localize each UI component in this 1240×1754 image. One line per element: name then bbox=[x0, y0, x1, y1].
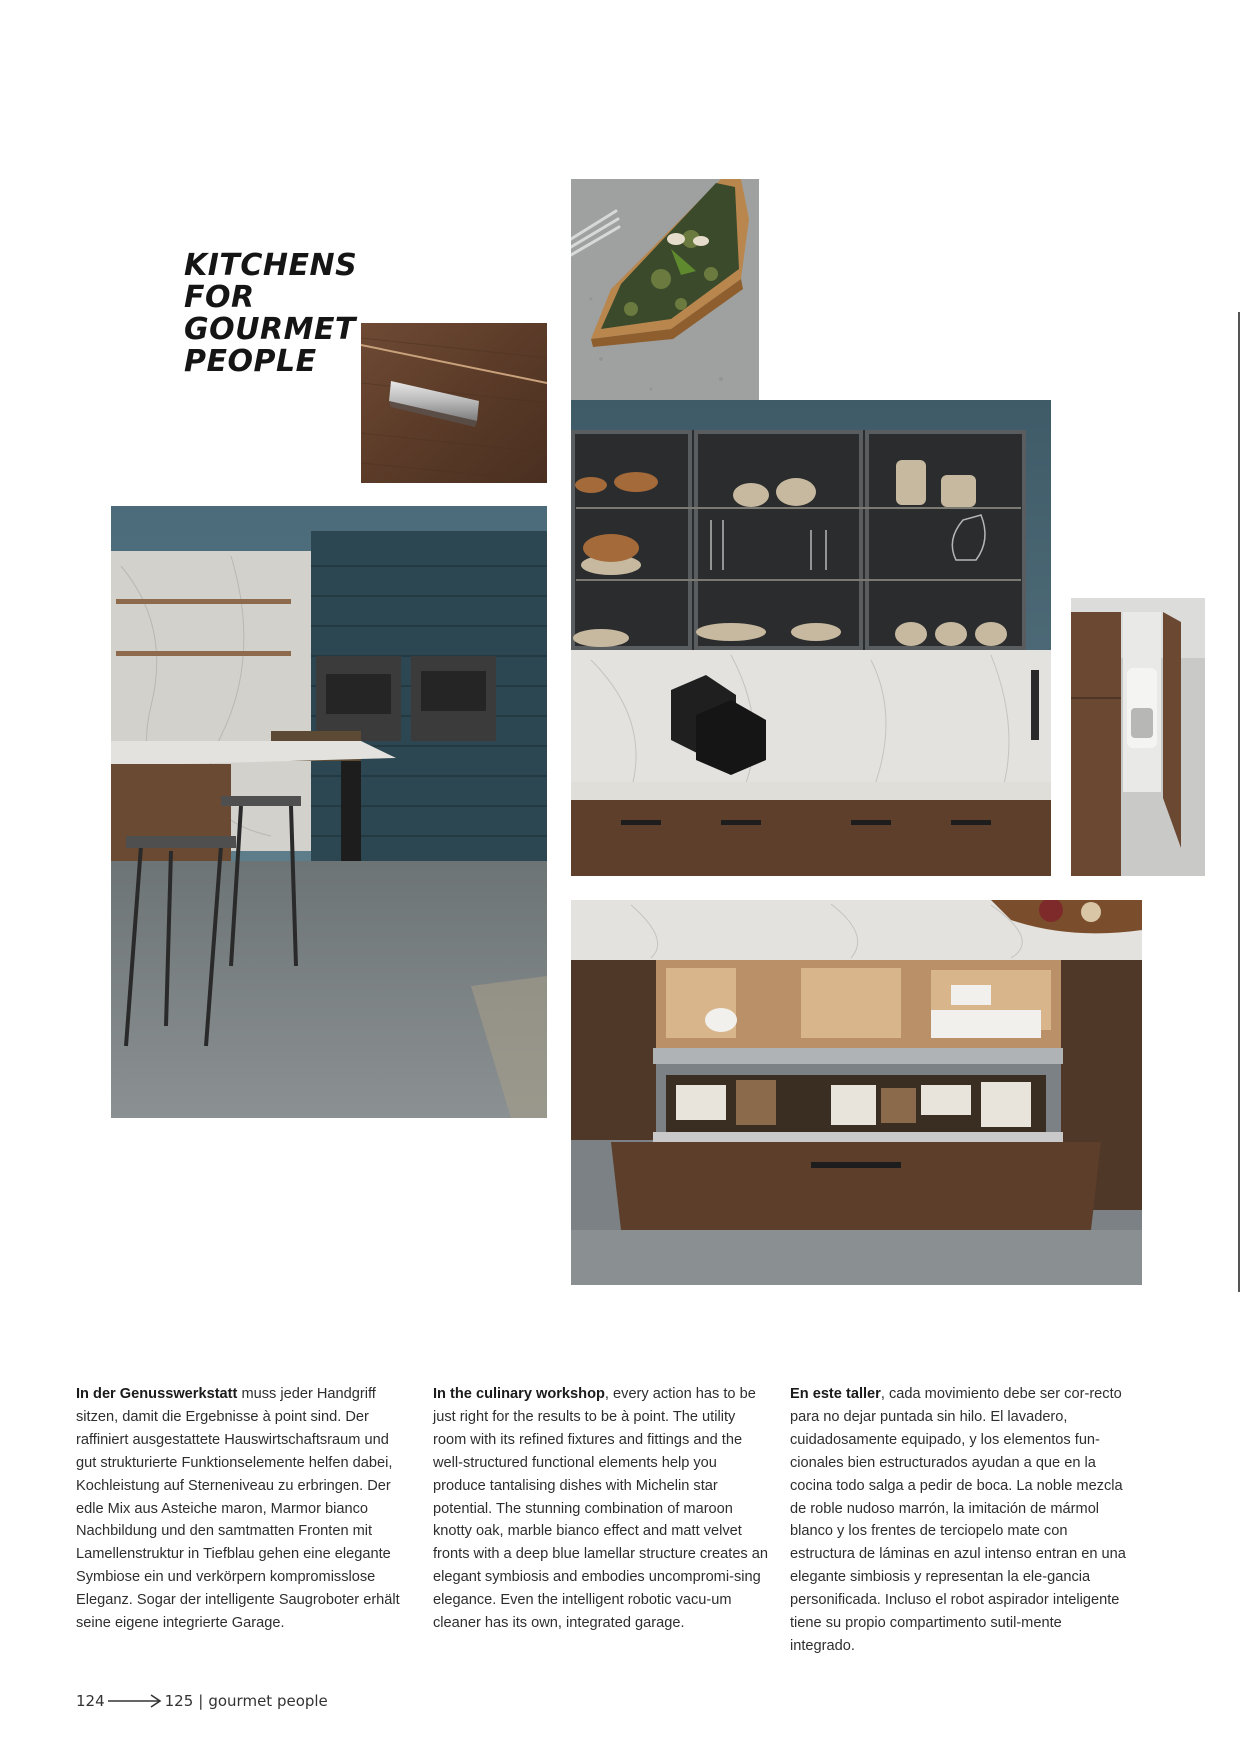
footer-section-title: gourmet people bbox=[208, 1692, 328, 1710]
page-footer bbox=[76, 1692, 328, 1710]
heading-line-2: FOR bbox=[184, 280, 255, 315]
text-column-spanish bbox=[790, 1383, 1126, 1658]
heading-line-4: PEOPLE bbox=[184, 344, 317, 379]
footer-separator: | bbox=[198, 1692, 204, 1710]
column-body: muss jeder Handgriff sitzen, damit die Ergebnisse à point sind. Der raffiniert ausgestattete Hauswirtschaftsraum und gut strukturierte Funktionselemente helfen dabei, Kochleistung auf Sterneniveau zu erbringen. Der edle Mix aus Asteiche maron, Marmor bianco Nachbildung und den samtmatten Fronten mit Lamellenstruktur in Tiefblau gehen eine elegante Symbiose ein und verkörpern kompromisslose Eleganz. Sogar der intelligente Saugroboter erhält seine eigene integrierte Garage. bbox=[76, 1386, 400, 1632]
column-lead: In der Genusswerkstatt bbox=[76, 1386, 238, 1402]
text-column-german bbox=[76, 1383, 412, 1635]
heading-line-1: KITCHENS bbox=[184, 248, 358, 283]
page-number-left: 124 bbox=[76, 1692, 105, 1710]
column-lead: In the culinary workshop bbox=[433, 1386, 605, 1402]
photo-drawer-handle bbox=[361, 323, 547, 483]
photo-open-drawers bbox=[571, 900, 1142, 1285]
page-heading bbox=[184, 250, 357, 378]
column-body: , every action has to be just right for the results to be à point. The utility room with its refined fixtures and fittings and the well-structured functional elements help you produce tantalising dishes with Michelin star potential. The stunning combination of maroon knotty oak, marble bianco effect and matt velvet fronts with a deep blue lamellar structure creates an elegant symbiosis and embodies uncompromi-sing elegance. Even the intelligent robotic vacu-um cleaner has its own, integrated garage. bbox=[433, 1386, 769, 1632]
photo-kitchen-island bbox=[111, 506, 547, 1118]
column-body: , cada movimiento debe ser cor-recto para no dejar puntada sin hilo. El lavadero, cuidadosamente equipado, y los elementos fun-cionales bien estructurados ayudan a que en la cocina todo salga a pedir de boca. La noble mezcla de roble nudoso marrón, la imitación de mármol blanco y los frentes de terciopelo mate con estructura de láminas en azul intenso entran en una elegante simbiosis y representan la ele-gancia personificada. Incluso el robot aspirador inteligente tiene su propio compartimento sutil-mente integrado. bbox=[790, 1386, 1126, 1654]
text-column-english bbox=[433, 1383, 769, 1635]
column-lead: En este taller bbox=[790, 1386, 881, 1402]
heading-line-3: GOURMET bbox=[184, 312, 356, 347]
photo-glass-cabinets bbox=[571, 400, 1051, 876]
arrow-right-icon bbox=[107, 1694, 163, 1708]
photo-quiche-slice bbox=[571, 179, 759, 400]
photo-robot-garage bbox=[1071, 598, 1205, 876]
page-number-right: 125 bbox=[164, 1692, 194, 1710]
